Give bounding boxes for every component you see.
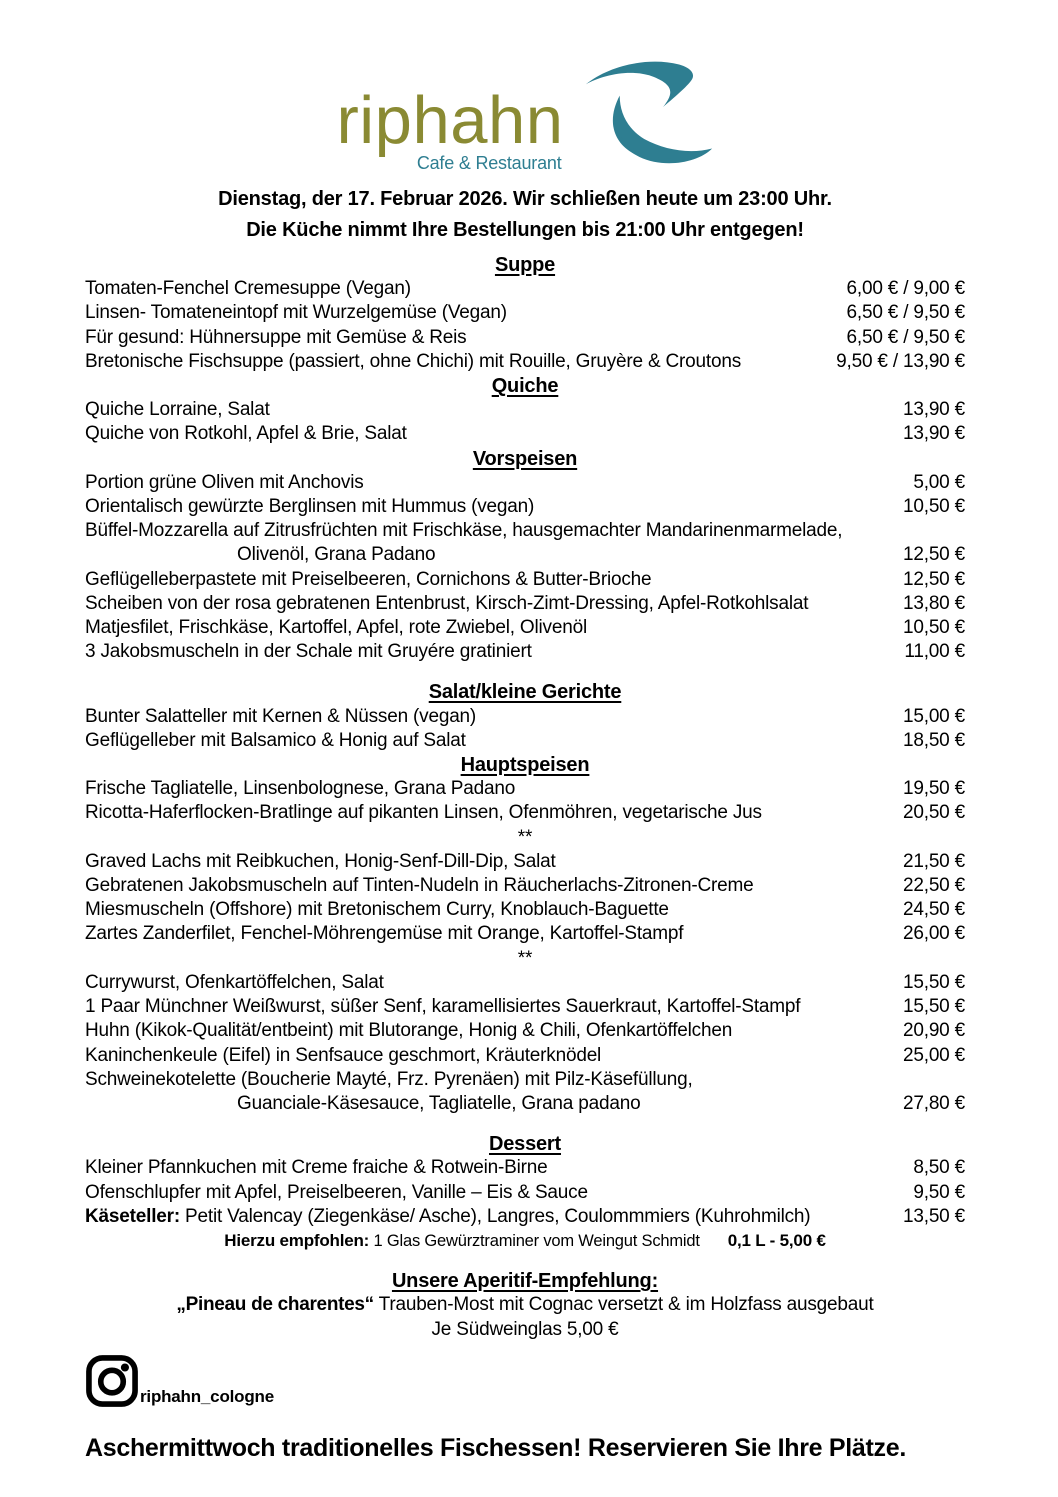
item-price: 13,90 €: [903, 399, 965, 421]
item-name: Quiche von Rotkohl, Apfel & Brie, Salat: [85, 423, 407, 445]
item-name: Miesmuscheln (Offshore) mit Bretonischem Curry, Knoblauch-Baguette: [85, 899, 669, 921]
item-name: Huhn (Kikok-Qualität/entbeint) mit Blutorange, Honig & Chili, Ofenkartöffelchen: [85, 1020, 733, 1042]
menu-item: [85, 326, 965, 350]
menu-row: [85, 640, 965, 664]
item-name-continuation: Guanciale-Käsesauce, Tagliatelle, Grana padano: [237, 1092, 641, 1114]
item-name: Linsen- Tomateneintopf mit Wurzelgemüse (Vegan): [85, 302, 507, 324]
menu-item: [85, 1181, 965, 1205]
menu-body: [85, 253, 965, 1253]
social-row: [85, 1354, 965, 1408]
section-title-dessert: Dessert: [489, 1133, 561, 1156]
menu-item: [85, 301, 965, 325]
instagram-handle: riphahn_cologne: [140, 1386, 274, 1406]
menu-row: [85, 777, 965, 801]
menu-item: [85, 519, 965, 567]
course-separator: **: [517, 947, 533, 969]
menu-item: [85, 471, 965, 495]
item-name: Kaninchenkeule (Eifel) in Senfsauce geschmort, Kräuterknödel: [85, 1044, 602, 1066]
logo-subtitle: Cafe & Restaurant: [416, 153, 562, 173]
item-price: 10,50 €: [903, 496, 965, 518]
item-price: 15,00 €: [903, 705, 965, 727]
menu-row: [85, 1019, 965, 1043]
menu-row: [85, 1068, 965, 1092]
menu-item: [85, 705, 965, 729]
item-name: Gebratenen Jakobsmuscheln auf Tinten-Nudeln in Räucherlachs-Zitronen-Creme: [85, 875, 754, 897]
menu-row: [85, 495, 965, 519]
menu-row: [85, 922, 965, 946]
item-name: Portion grüne Oliven mit Anchovis: [85, 471, 364, 493]
menu-section-dessert: [85, 1132, 965, 1253]
menu-row: [85, 898, 965, 922]
section-title-vorspeisen: Vorspeisen: [472, 447, 578, 470]
menu-row: [85, 850, 965, 874]
item-price: 5,00 €: [913, 471, 965, 493]
menu-item: [85, 995, 965, 1019]
logo-text: [336, 83, 564, 174]
menu-row: [85, 277, 965, 301]
menu-item: [85, 277, 965, 301]
menu-item: [85, 1205, 965, 1229]
menu-row-continuation: [85, 1092, 965, 1116]
menu-row-continuation: [85, 543, 965, 567]
item-name: Currywurst, Ofenkartöffelchen, Salat: [85, 971, 384, 993]
item-price: 18,50 €: [903, 729, 965, 751]
riphahn-swoosh-icon: [582, 56, 714, 174]
menu-item: [85, 1044, 965, 1068]
menu-row: [85, 301, 965, 325]
menu-row: [85, 874, 965, 898]
opening-notices: [85, 184, 965, 246]
restaurant-logo: [85, 0, 965, 174]
dessert-wine-recommendation: [85, 1229, 965, 1253]
menu-row: [85, 350, 965, 374]
footnote-price: 0,1 L - 5,00 €: [727, 1230, 826, 1250]
item-price: 9,50 €: [913, 1181, 965, 1203]
item-name: Graved Lachs mit Reibkuchen, Honig-Senf-Dill-Dip, Salat: [85, 850, 556, 872]
item-name: Bretonische Fischsuppe (passiert, ohne Chichi) mit Rouille, Gruyère & Croutons: [85, 350, 742, 372]
item-price: 6,00 € / 9,00 €: [846, 278, 965, 300]
item-name: Ofenschlupfer mit Apfel, Preiselbeeren, Vanille – Eis & Sauce: [85, 1181, 588, 1203]
item-price: 12,50 €: [903, 568, 965, 590]
aperitif-description: [85, 1293, 965, 1317]
section-title-salat-kleine-gerichte: Salat/kleine Gerichte: [428, 681, 622, 704]
menu-row: [85, 422, 965, 446]
menu-row: [85, 1044, 965, 1068]
menu-item: [85, 777, 965, 801]
menu-item: [85, 616, 965, 640]
menu-section-salat-kleine-gerichte: [85, 680, 965, 753]
item-price: 20,50 €: [903, 802, 965, 824]
aperitif-recommendation: [85, 1269, 965, 1342]
menu-item: [85, 922, 965, 946]
footnote-text: 1 Glas Gewürztraminer vom Weingut Schmidt: [369, 1231, 700, 1250]
menu-row: [85, 995, 965, 1019]
item-name: Geflügelleber mit Balsamico & Honig auf Salat: [85, 729, 466, 751]
item-name: Bunter Salatteller mit Kernen & Nüssen (vegan): [85, 705, 477, 727]
item-name-continuation: Olivenöl, Grana Padano: [237, 544, 436, 566]
aperitif-name: „Pineau de charentes“: [176, 1294, 374, 1316]
menu-item: [85, 350, 965, 374]
item-price: 26,00 €: [903, 923, 965, 945]
section-title-quiche: Quiche: [491, 375, 559, 398]
item-price: 27,80 €: [903, 1092, 965, 1114]
menu-item: [85, 898, 965, 922]
menu-row: [85, 1156, 965, 1180]
item-name: Tomaten-Fenchel Cremesuppe (Vegan): [85, 278, 411, 300]
item-price: 15,50 €: [903, 996, 965, 1018]
item-name: Zartes Zanderfilet, Fenchel-Möhrengemüse mit Orange, Kartoffel-Stampf: [85, 923, 684, 945]
menu-row: [85, 971, 965, 995]
menu-row: [85, 616, 965, 640]
menu-row: [85, 705, 965, 729]
menu-item: [85, 1156, 965, 1180]
item-price: 25,00 €: [903, 1044, 965, 1066]
footnote-lead: Hierzu empfohlen:: [224, 1230, 370, 1250]
menu-item: [85, 422, 965, 446]
menu-row: [85, 568, 965, 592]
item-name: Scheiben von der rosa gebratenen Entenbrust, Kirsch-Zimt-Dressing, Apfel-Rotkohlsalat: [85, 592, 809, 614]
item-name: Käseteller: Petit Valencay (Ziegenkäse/ Asche), Langres, Coulommmiers (Kuhrohmilch): [85, 1205, 811, 1227]
menu-row: [85, 592, 965, 616]
item-price: 6,50 € / 9,50 €: [846, 302, 965, 324]
item-name: Frische Tagliatelle, Linsenbolognese, Grana Padano: [85, 778, 516, 800]
menu-section-quiche: [85, 374, 965, 447]
item-price: 13,80 €: [903, 592, 965, 614]
item-price: 9,50 € / 13,90 €: [836, 350, 965, 372]
menu-item: [85, 971, 965, 995]
instagram-icon: [85, 1354, 139, 1408]
item-price: 24,50 €: [903, 899, 965, 921]
item-price: 22,50 €: [903, 875, 965, 897]
item-name: Geflügelleberpastete mit Preiselbeeren, Cornichons & Butter-Brioche: [85, 568, 652, 590]
menu-item: [85, 1068, 965, 1116]
menu-row: [85, 326, 965, 350]
menu-row: [85, 398, 965, 422]
menu-item: [85, 850, 965, 874]
item-name: Quiche Lorraine, Salat: [85, 399, 270, 421]
kitchen-orders-notice: Die Küche nimmt Ihre Bestellungen bis 21:00 Uhr entgegen!: [246, 219, 804, 241]
item-name: Ricotta-Haferflocken-Bratlinge auf pikanten Linsen, Ofenmöhren, vegetarische Jus: [85, 802, 762, 824]
item-name-bold-prefix: Käseteller:: [85, 1205, 180, 1227]
aperitif-price-line: Je Südweinglas 5,00 €: [431, 1318, 619, 1340]
item-name: Für gesund: Hühnersuppe mit Gemüse & Reis: [85, 326, 467, 348]
menu-item: [85, 592, 965, 616]
item-name: Matjesfilet, Frischkäse, Kartoffel, Apfel, rote Zwiebel, Olivenöl: [85, 617, 587, 639]
item-price: 13,50 €: [903, 1205, 965, 1227]
item-price: 13,90 €: [903, 423, 965, 445]
menu-item: [85, 640, 965, 664]
section-title-hauptspeisen: Hauptspeisen: [460, 754, 590, 777]
menu-row: [85, 1181, 965, 1205]
item-price: 8,50 €: [913, 1157, 965, 1179]
menu-section-vorspeisen: [85, 447, 965, 665]
menu-row: [85, 729, 965, 753]
item-price: 12,50 €: [903, 544, 965, 566]
item-price: 20,90 €: [903, 1020, 965, 1042]
item-name: 3 Jakobsmuscheln in der Schale mit Gruyére gratiniert: [85, 641, 532, 663]
item-name: 1 Paar Münchner Weißwurst, süßer Senf, karamellisiertes Sauerkraut, Kartoffel-Stampf: [85, 996, 801, 1018]
footer-announcement: Aschermittwoch traditionelles Fischessen! Reservieren Sie Ihre Plätze.: [85, 1433, 906, 1462]
menu-item: [85, 874, 965, 898]
logo-wordmark: riphahn: [336, 83, 564, 159]
menu-row: [85, 519, 965, 543]
menu-item: [85, 1019, 965, 1043]
menu-item: [85, 801, 965, 825]
item-name: Orientalisch gewürzte Berglinsen mit Hummus (vegan): [85, 496, 535, 518]
aperitif-title: Unsere Aperitif-Empfehlung:: [391, 1270, 659, 1293]
item-price: 6,50 € / 9,50 €: [846, 326, 965, 348]
menu-row: [85, 1205, 965, 1229]
item-name: Kleiner Pfannkuchen mit Creme fraiche & Rotwein-Birne: [85, 1157, 548, 1179]
item-price: 15,50 €: [903, 971, 965, 993]
menu-item: [85, 495, 965, 519]
menu-item: [85, 568, 965, 592]
menu-row: [85, 801, 965, 825]
item-name: Büffel-Mozzarella auf Zitrusfrüchten mit Frischkäse, hausgemachter Mandarinenmarmelade,: [85, 520, 843, 542]
item-name: Schweinekotelette (Boucherie Mayté, Frz. Pyrenäen) mit Pilz-Käsefüllung,: [85, 1068, 693, 1090]
section-title-suppe: Suppe: [494, 254, 556, 276]
item-price: 10,50 €: [903, 617, 965, 639]
item-price: 11,00 €: [904, 641, 965, 663]
menu-row: [85, 471, 965, 495]
menu-item: [85, 729, 965, 753]
menu-section-suppe: [85, 253, 965, 374]
closing-time-notice: Dienstag, der 17. Februar 2026. Wir schließen heute um 23:00 Uhr.: [218, 188, 832, 210]
menu-item: [85, 398, 965, 422]
item-price: 19,50 €: [903, 778, 965, 800]
course-separator: **: [517, 826, 533, 848]
aperitif-description-text: Trauben-Most mit Cognac versetzt & im Holzfass ausgebaut: [373, 1294, 874, 1316]
menu-section-hauptspeisen: [85, 753, 965, 1116]
item-price: 21,50 €: [903, 850, 965, 872]
